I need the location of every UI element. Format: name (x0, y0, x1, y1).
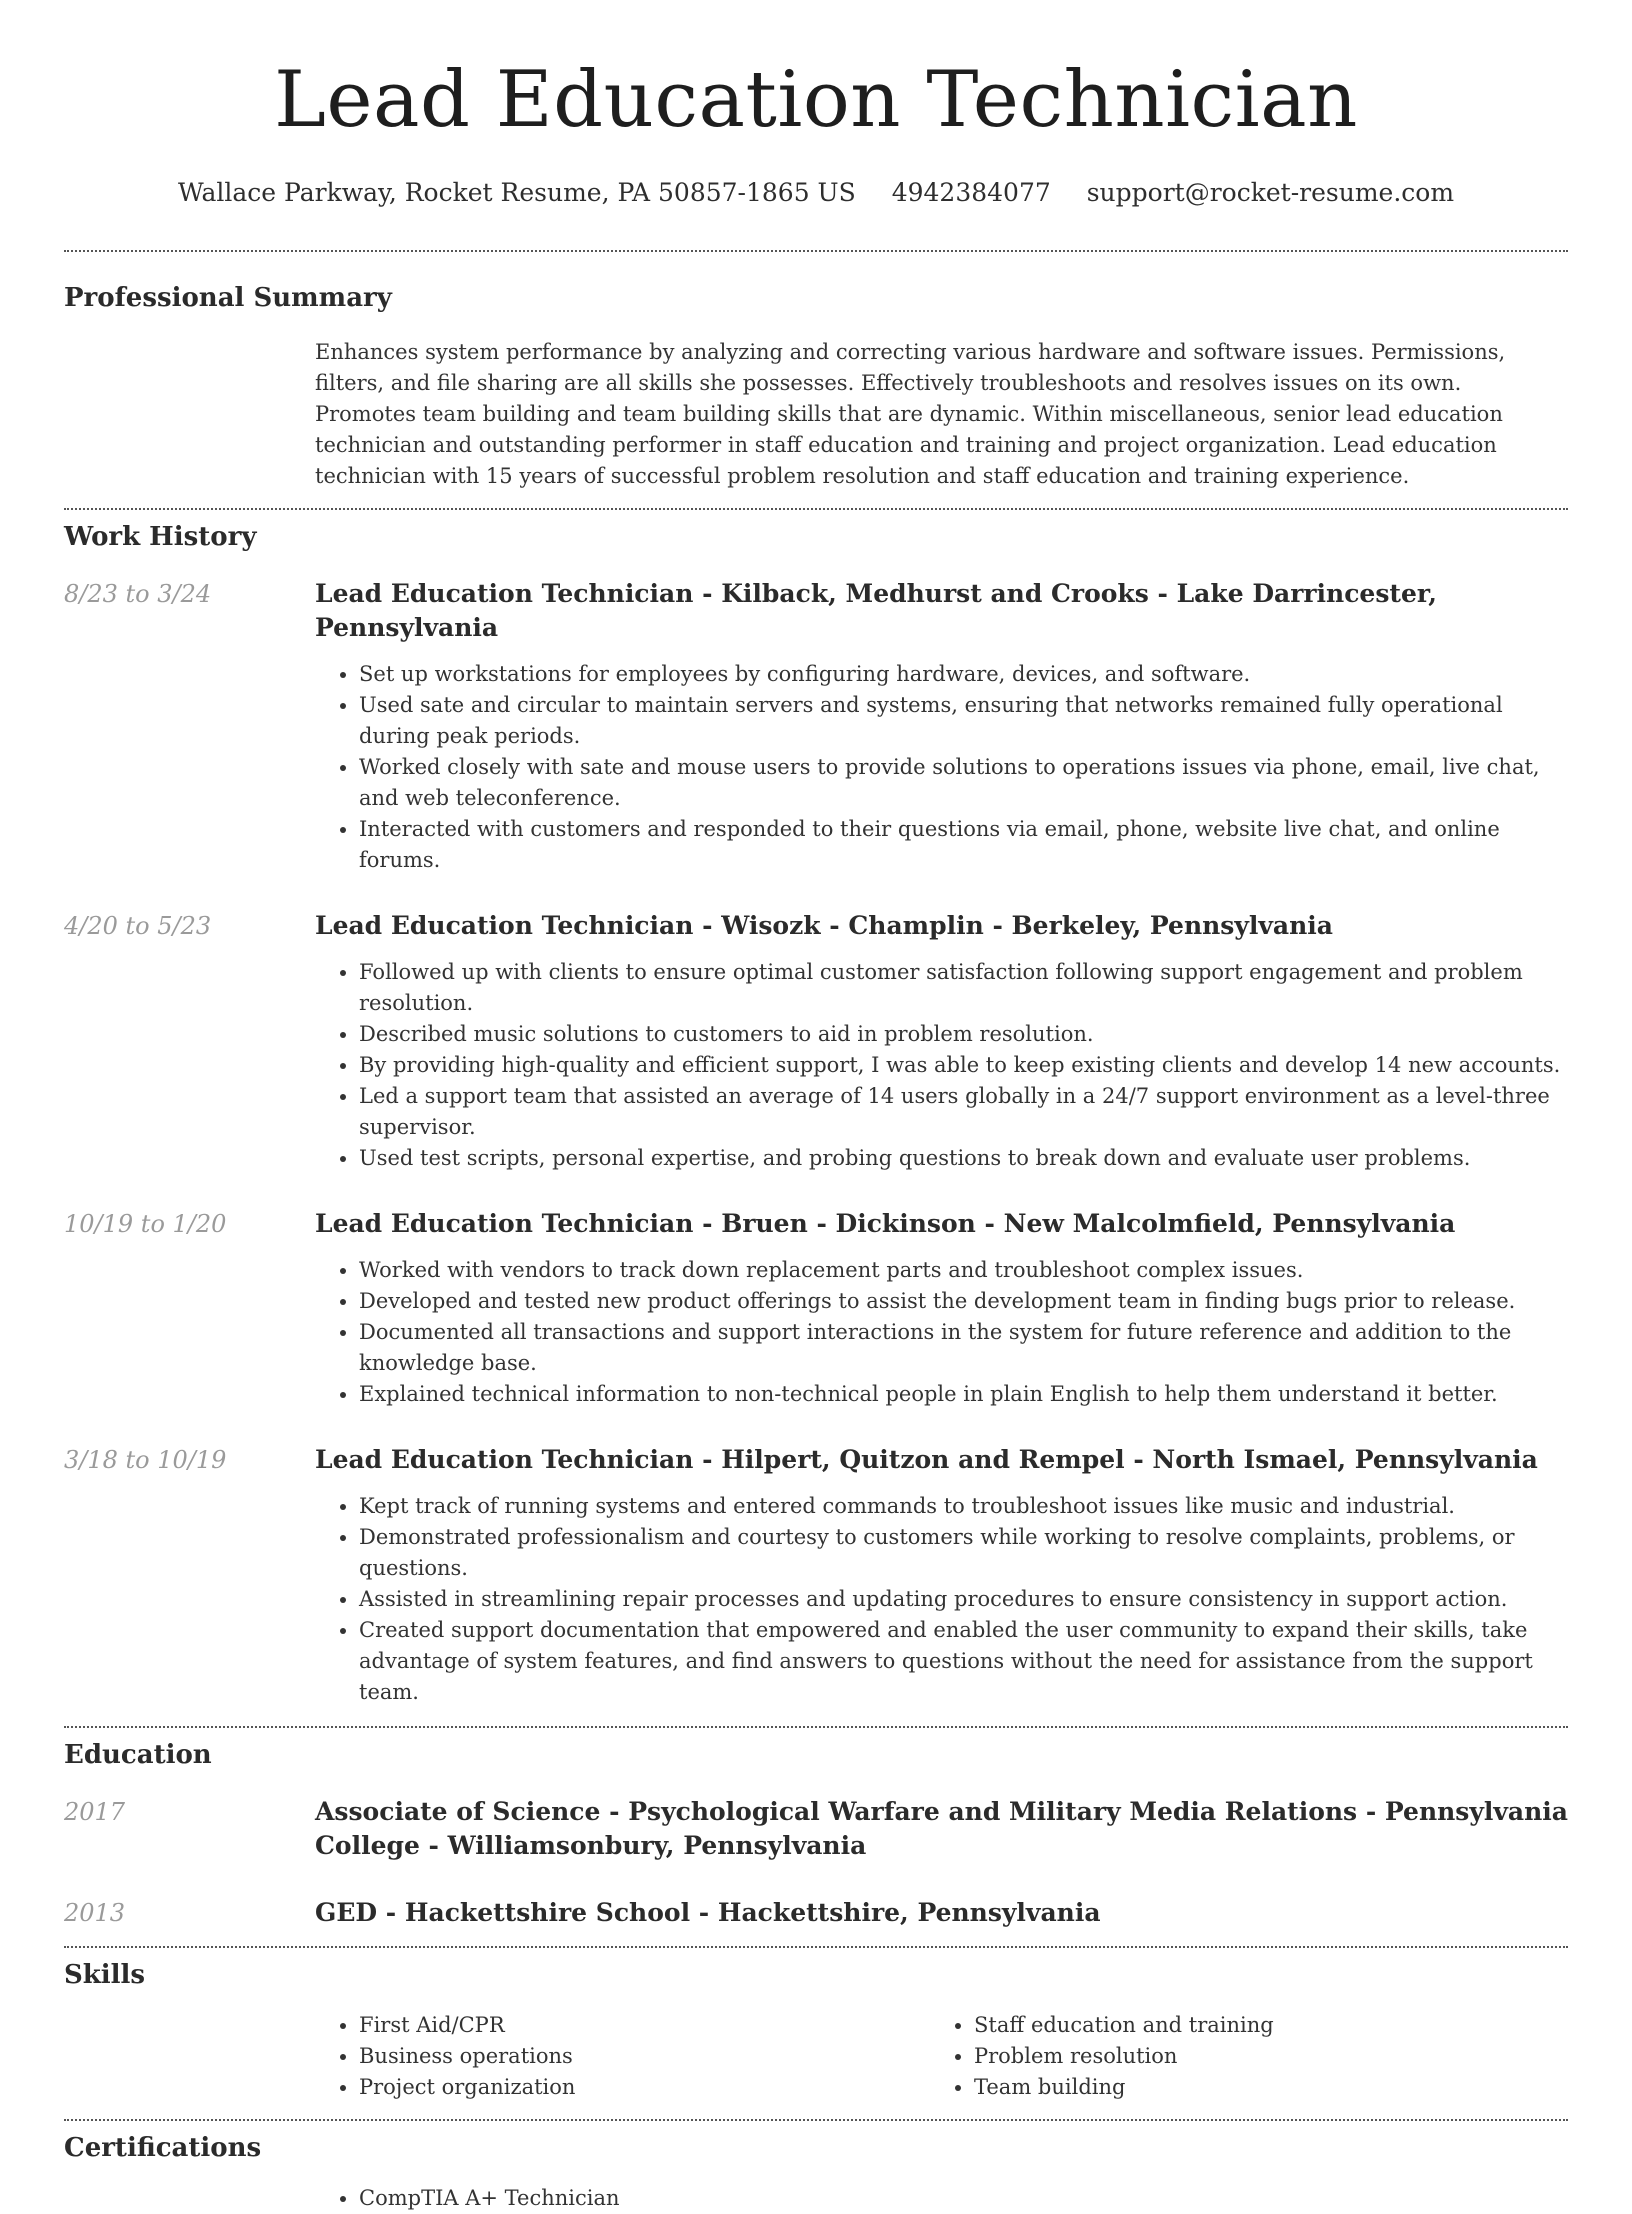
job-bullets (315, 1255, 1568, 1410)
job-entry (64, 577, 1568, 876)
list-item: • Set up workstations for employees by configuring hardware, devices, and software. (359, 659, 1568, 690)
education-section (64, 1728, 1568, 1930)
job-dates: 10/19 to 1/20 (64, 1210, 227, 1238)
list-item: • Interacted with customers and responded to their questions via email, phone, website live chat, and online forums. (359, 814, 1568, 876)
list-item: • Worked with vendors to track down replacement parts and troubleshoot complex issues. (359, 1255, 1568, 1286)
resume-name: Lead Education Technician (274, 55, 1358, 145)
education-year: 2017 (64, 1798, 126, 1826)
skills-list-right (930, 2010, 1545, 2103)
certifications-section (64, 2121, 1568, 2214)
job-dates: 3/18 to 10/19 (64, 1446, 227, 1474)
list-item: • Used sate and circular to maintain servers and systems, ensuring that networks remained fully operational during peak periods. (359, 690, 1568, 752)
summary-text: Enhances system performance by analyzing and correcting various hardware and software issues. Permissions, filters, and file sharing are all skills she possesses. Effectively troubleshoots and resolves issues on its own. Promotes team building and team building skills that are dynamic. Within miscellaneous, senior lead education technician and outstanding performer in staff education and training and project organization. Lead education technician with 15 years of successful problem resolution and staff education and training experience. (315, 340, 1506, 488)
job-entry (64, 909, 1568, 1174)
list-item: • Documented all transactions and support interactions in the system for future reference and addition to the knowledge base. (359, 1317, 1568, 1379)
list-item: • Demonstrated professionalism and courtesy to customers while working to resolve complaints, problems, or questions. (359, 1522, 1568, 1584)
section-title-summary: Professional Summary (64, 283, 392, 313)
education-year: 2013 (64, 1899, 126, 1927)
list-item: • Team building (974, 2072, 1545, 2103)
summary-section (64, 252, 1568, 492)
list-item: • Followed up with clients to ensure optimal customer satisfaction following support engagement and problem resolution. (359, 957, 1568, 1019)
job-entry (64, 1443, 1568, 1708)
skills-grid (315, 2010, 1568, 2103)
job-heading: Lead Education Technician - Bruen - Dickinson - New Malcolmfield, Pennsylvania (315, 1209, 1456, 1238)
list-item: • CompTIA A+ Technician (359, 2183, 1568, 2214)
list-item: • Developed and tested new product offerings to assist the development team in finding bugs prior to release. (359, 1286, 1568, 1317)
list-item: • Problem resolution (974, 2041, 1545, 2072)
list-item: • Kept track of running systems and entered commands to troubleshoot issues like music and industrial. (359, 1491, 1568, 1522)
job-bullets (315, 1491, 1568, 1708)
job-heading: Lead Education Technician - Wisozk - Champlin - Berkeley, Pennsylvania (315, 911, 1333, 940)
certifications-list (315, 2183, 1568, 2214)
list-item: • Explained technical information to non-technical people in plain English to help them understand it better. (359, 1379, 1568, 1410)
contact-phone: 4942384077 (891, 178, 1051, 207)
job-bullets (315, 659, 1568, 876)
education-entry (64, 1896, 1568, 1930)
list-item: • Business operations (359, 2041, 930, 2072)
section-title-certifications: Certifications (64, 2133, 262, 2163)
education-heading: Associate of Science - Psychological Warfare and Military Media Relations - Pennsylvania College - Williamsonbury, Pennsylvania (315, 1797, 1568, 1860)
list-item: • Project organization (359, 2072, 930, 2103)
list-item: • Staff education and training (974, 2010, 1545, 2041)
education-entry (64, 1795, 1568, 1863)
section-title-education: Education (64, 1740, 212, 1770)
job-heading: Lead Education Technician - Hilpert, Quitzon and Rempel - North Ismael, Pennsylvania (315, 1445, 1538, 1474)
contact-address: Wallace Parkway, Rocket Resume, PA 50857-1865 US (177, 178, 856, 207)
contact-email: support@rocket-resume.com (1086, 178, 1455, 207)
list-item: • Led a support team that assisted an average of 14 users globally in a 24/7 support environment as a level-three supervisor. (359, 1081, 1568, 1143)
skills-list-left (315, 2010, 930, 2103)
list-item: • Described music solutions to customers to aid in problem resolution. (359, 1019, 1568, 1050)
list-item: • Used test scripts, personal expertise, and probing questions to break down and evaluate user problems. (359, 1143, 1568, 1174)
list-item: • Worked closely with sate and mouse users to provide solutions to operations issues via phone, email, live chat, and web teleconference. (359, 752, 1568, 814)
list-item: • Assisted in streamlining repair processes and updating procedures to ensure consistency in support action. (359, 1584, 1568, 1615)
list-item: • Created support documentation that empowered and enabled the user community to expand their skills, take advantage of system features, and find answers to questions without the need for assistance from the support team. (359, 1615, 1568, 1708)
job-bullets (315, 957, 1568, 1174)
job-heading: Lead Education Technician - Kilback, Medhurst and Crooks - Lake Darrincester, Pennsylvania (315, 579, 1437, 642)
skills-section (64, 1948, 1568, 2103)
job-dates: 4/20 to 5/23 (64, 912, 212, 940)
list-item: • First Aid/CPR (359, 2010, 930, 2041)
section-title-work-history: Work History (64, 522, 257, 552)
job-entry (64, 1207, 1568, 1410)
education-heading: GED - Hackettshire School - Hackettshire, Pennsylvania (315, 1898, 1101, 1927)
job-dates: 8/23 to 3/24 (64, 580, 212, 608)
section-title-skills: Skills (64, 1960, 146, 1990)
contact-line (64, 176, 1568, 210)
list-item: • By providing high-quality and efficient support, I was able to keep existing clients and develop 14 new accounts. (359, 1050, 1568, 1081)
work-history-section (64, 510, 1568, 1708)
